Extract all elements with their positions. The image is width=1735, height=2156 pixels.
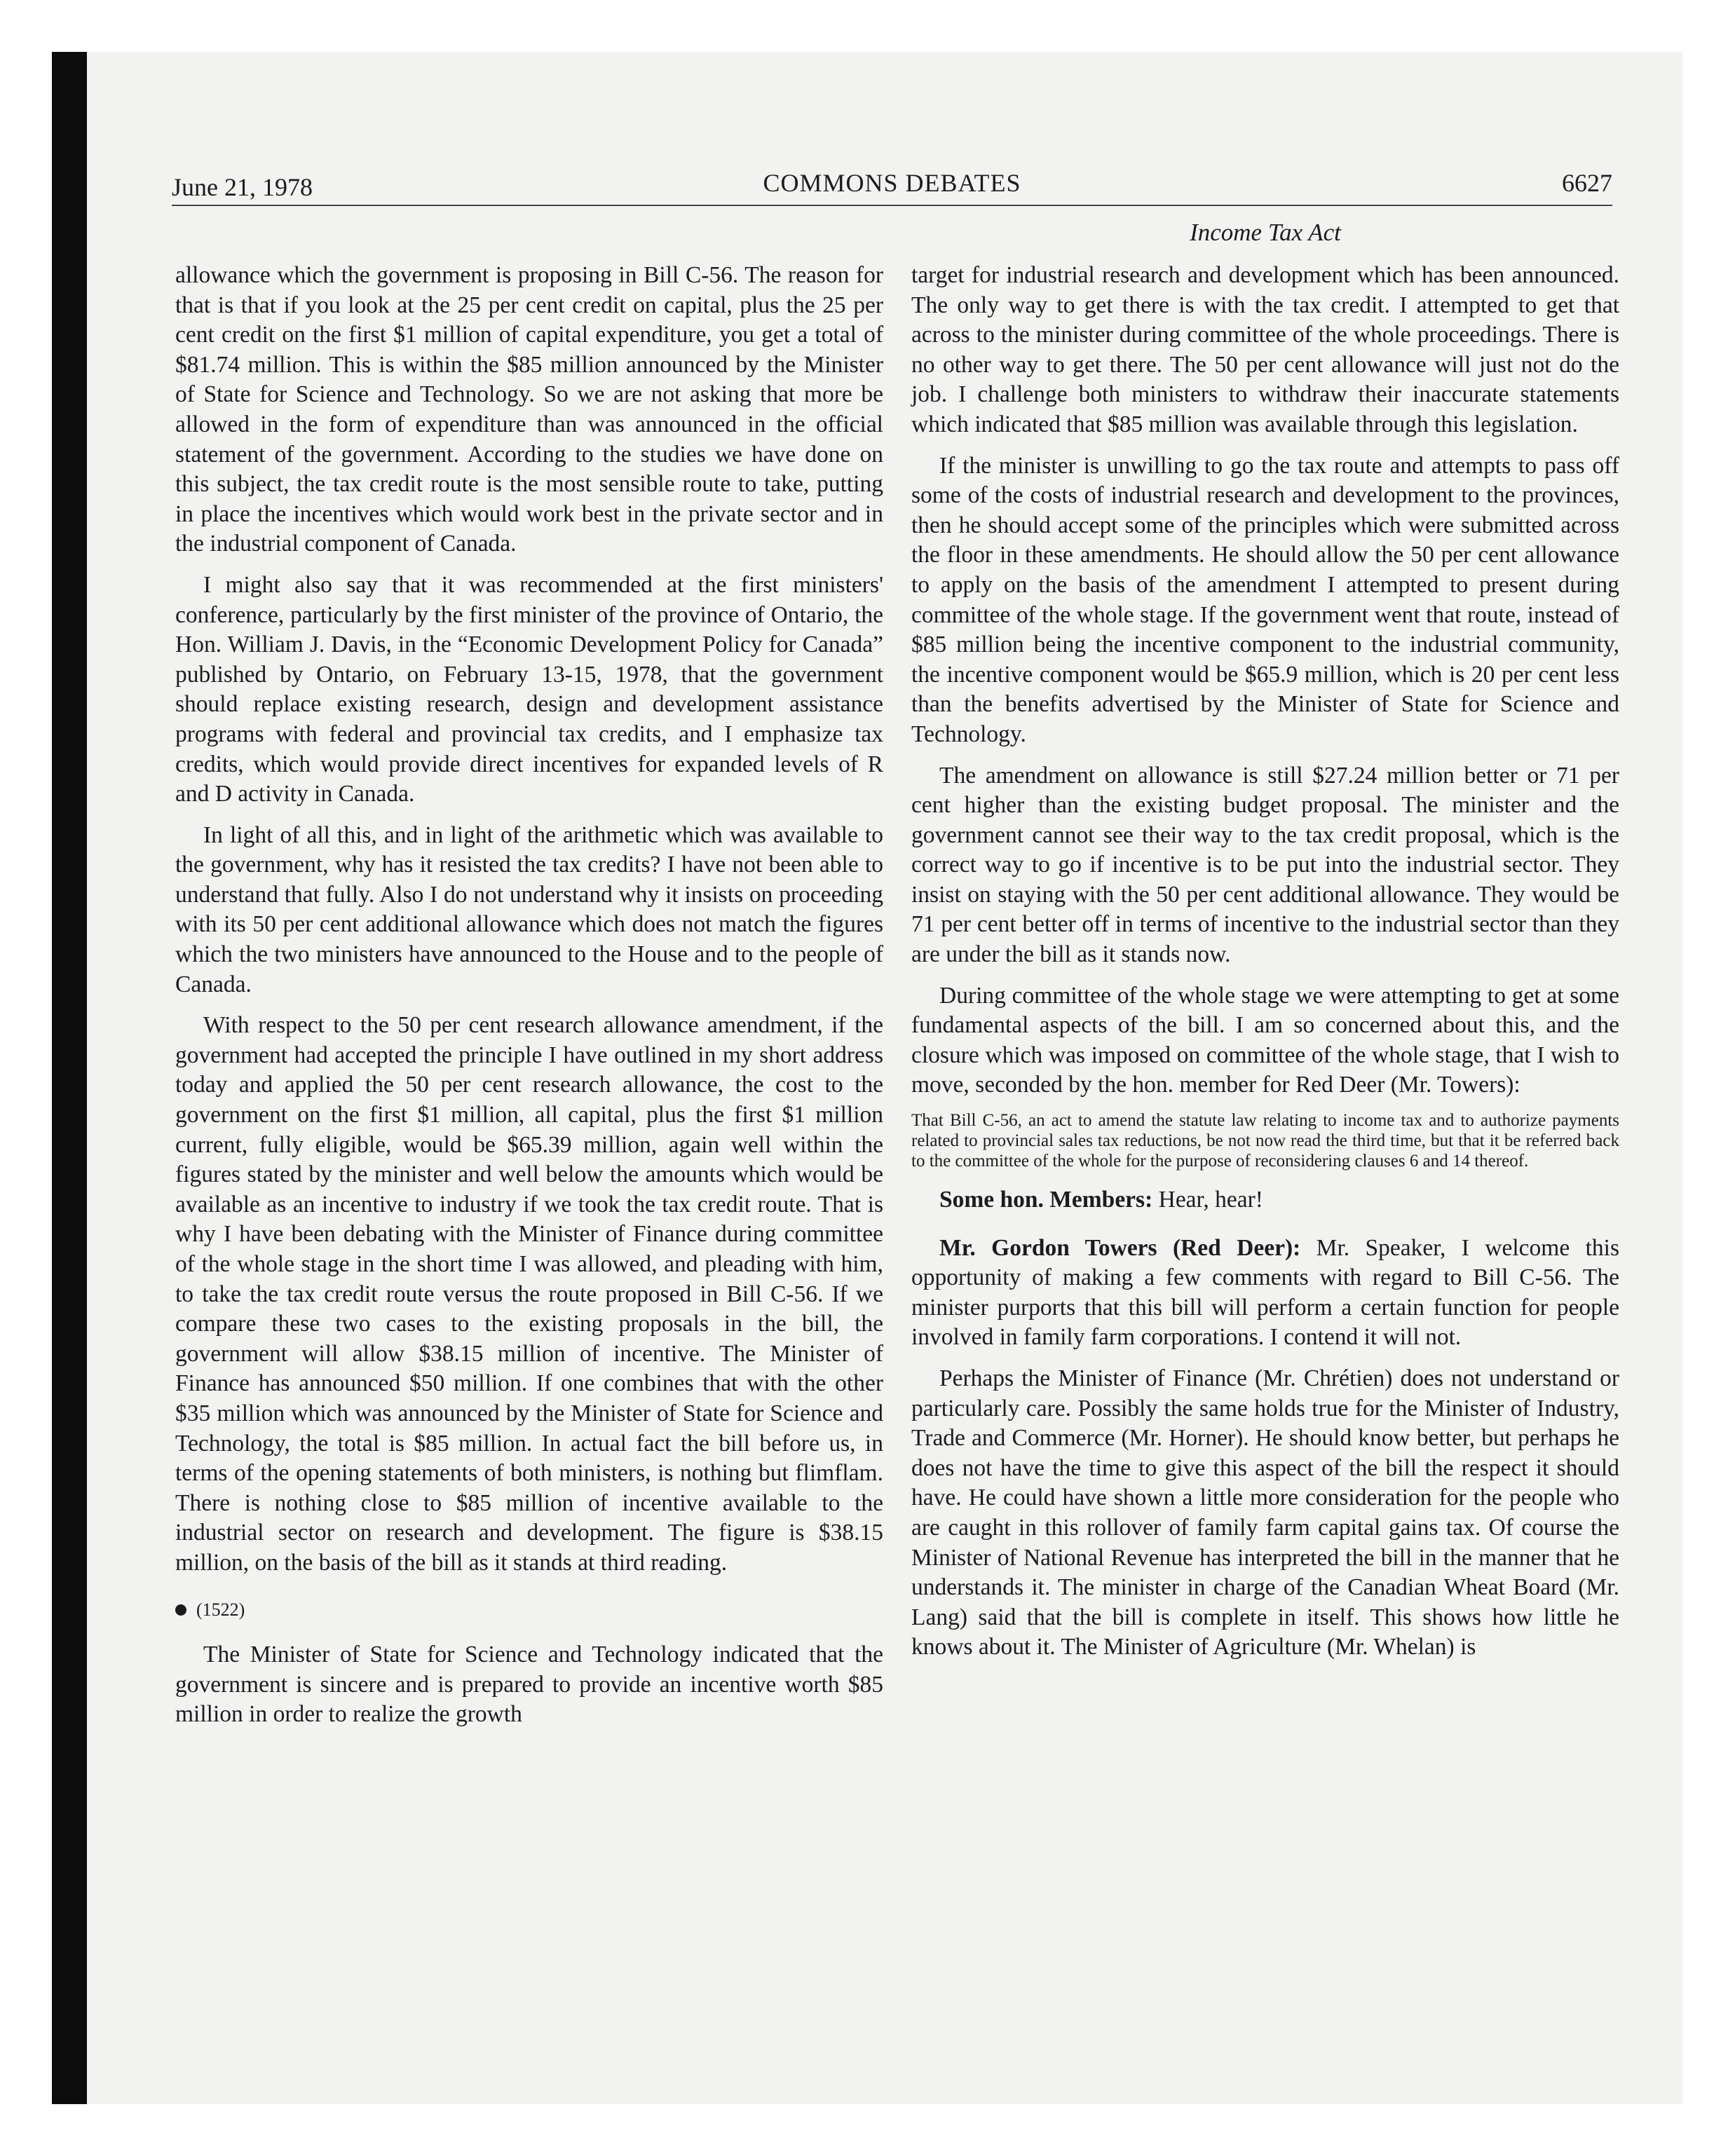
speaker-name: Some hon. Members: [939,1187,1153,1213]
interjection [911,1185,1619,1215]
page-number: 6627 [1562,169,1612,197]
time-marker-text: (1522) [196,1599,245,1620]
paragraph: The Minister of State for Science and Technology indicated that the government is sincere and is prepared to provide an incentive worth $85 million in order to realize the growth [175,1642,883,1728]
paragraph: In light of all this, and in light of the arithmetic which was available to the government, why has it resisted the tax credits? I have not been able to understand that fully. Also I do not understand why it insists on proceeding with its 50 per cent additional allowance which does not match the figures which the two ministers have announced to the House and to the people of Canada. [175,821,883,997]
time-marker [175,1594,883,1625]
paragraph: If the minister is unwilling to go the tax route and attempts to pass off some of the costs of industrial research and development to the provinces, then he should accept some of the principles which were submitted across the floor in these amendments. He should allow the 50 per cent allowance to apply on the basis of the amendment I attempted to present during committee of the whole stage. If the government went that route, instead of $85 million being the incentive component to the industrial community, the incentive component would be $65.9 million, which is 20 per cent less than the benefits advertised by the Minister of State for Science and Technology. [911,452,1619,747]
paragraph: target for industrial research and development which has been announced. The only way to get there is with the tax credit. I attempted to get that across to the minister during committee of the whole proceedings. There is no other way to get there. The 50 per cent allowance will just not do the job. I challenge both ministers to withdraw their inaccurate statements which indicated that $85 million was available through this legislation. [911,262,1619,437]
speaker-name: Mr. Gordon Towers (Red Deer): [939,1234,1301,1261]
page-header [172,168,1612,203]
scan-edge-shadow [52,52,87,2104]
paragraph: allowance which the government is proposing in Bill C-56. The reason for that is that if you look at the 25 per cent credit on capital, plus the 25 per cent credit on the first $1 million of capital expenditure, you get a total of $81.74 million. This is within the $85 million announced by the Minister of State for Science and Technology. So we are not asking that more be allowed in the form of expenditure than was announced in the official statement of the government. According to the studies we have done on this subject, the tax credit route is the most sensible route to take, putting in place the incentives which would work best in the private sector and in the industrial component of Canada. [175,262,883,557]
speech-text: Mr. Speaker, I welcome this opportunity of making a few comments with regard to Bill C-56. The minister purports that this bill will perform a certain function for people involved in family farm corporations. I contend it will not. [911,1234,1619,1351]
paragraph: During committee of the whole stage we were attempting to get at some fundamental aspects of the bill. I am so concerned about this, and the closure which was imposed on committee of the whole stage, that I wish to move, seconded by the hon. member for Red Deer (Mr. Towers): [911,982,1619,1098]
paragraph: The amendment on allowance is still $27.24 million better or 71 per cent higher than the existing budget proposal. The minister and the government cannot see their way to the tax credit proposal, which is the correct way to go if incentive is to be put into the industrial sector. They insist on staying with the 50 per cent additional allowance. They would be 71 per cent better off in terms of incentive to the industrial sector than they are under the bill as it stands now. [911,762,1619,968]
left-column [175,261,883,1730]
speech-text: Hear, hear! [1152,1187,1263,1213]
bullet-icon [175,1604,186,1616]
right-column [911,261,1619,1663]
running-head: Income Tax Act [1190,219,1341,246]
header-rule [172,205,1612,206]
header-title: COMMONS DEBATES [763,169,1021,197]
header-date: June 21, 1978 [172,173,313,201]
paragraph: Perhaps the Minister of Finance (Mr. Chrétien) does not understand or particularly care. Possibly the same holds true for the Minister of Industry, Trade and Commerce (Mr. Horner). He should know better, but perhaps he does not have the time to give this aspect of the bill the respect it should have. He could have shown a little more consideration for the people who are caught in this rollover of family farm capital gains tax. Of course the Minister of National Revenue has interpreted the bill in the manner that he understands it. The minister in charge of the Canadian Wheat Board (Mr. Lang) said that the bill is complete in itself. This shows how little he knows about it. The Minister of Agriculture (Mr. Whelan) is [911,1365,1619,1660]
paragraph: With respect to the 50 per cent research allowance amendment, if the government had accepted the principle I have outlined in my short address today and applied the 50 per cent research allowance, the cost to the government on the first $1 million, all capital, plus the first $1 million current, fully eligible, would be $65.39 million, again well within the figures stated by the minister and well below the amounts which would be available as an incentive to industry if we took the tax credit route. That is why I have been debating with the Minister of Finance during committee of the whole stage in the short time I was allowed, and pleading with him, to take the tax credit route versus the route proposed in Bill C-56. If we compare these two cases to the existing proposals in the bill, the government will allow $38.15 million of incentive. The Minister of Finance has announced $50 million. If one combines that with the other $35 million which was announced by the Minister of State for Science and Technology, the total is $85 million. In actual fact the bill before us, in terms of the opening statements of both ministers, is nothing but flimflam. There is nothing close to $85 million of incentive available to the industrial sector on research and development. The figure is $38.15 million, on the basis of the bill as it stands at third reading. [175,1012,883,1576]
paragraph: I might also say that it was recommended at the first ministers' conference, particularly by the first minister of the province of Ontario, the Hon. William J. Davis, in the “Economic Development Policy for Canada” published by Ontario, on February 13-15, 1978, that the government should replace existing research, design and development assistance programs with federal and provincial tax credits, and I emphasize tax credits, which would provide direct incentives for expanded levels of R and D activity in Canada. [175,571,883,807]
motion-text: That Bill C-56, an act to amend the statute law relating to income tax and to authorize payments related to provincial sales tax reductions, be not now read the third time, but that it be referred back to the committee of the whole for the purpose of reconsidering clauses 6 and 14 thereof. [911,1111,1619,1171]
towers-speech [911,1234,1619,1353]
